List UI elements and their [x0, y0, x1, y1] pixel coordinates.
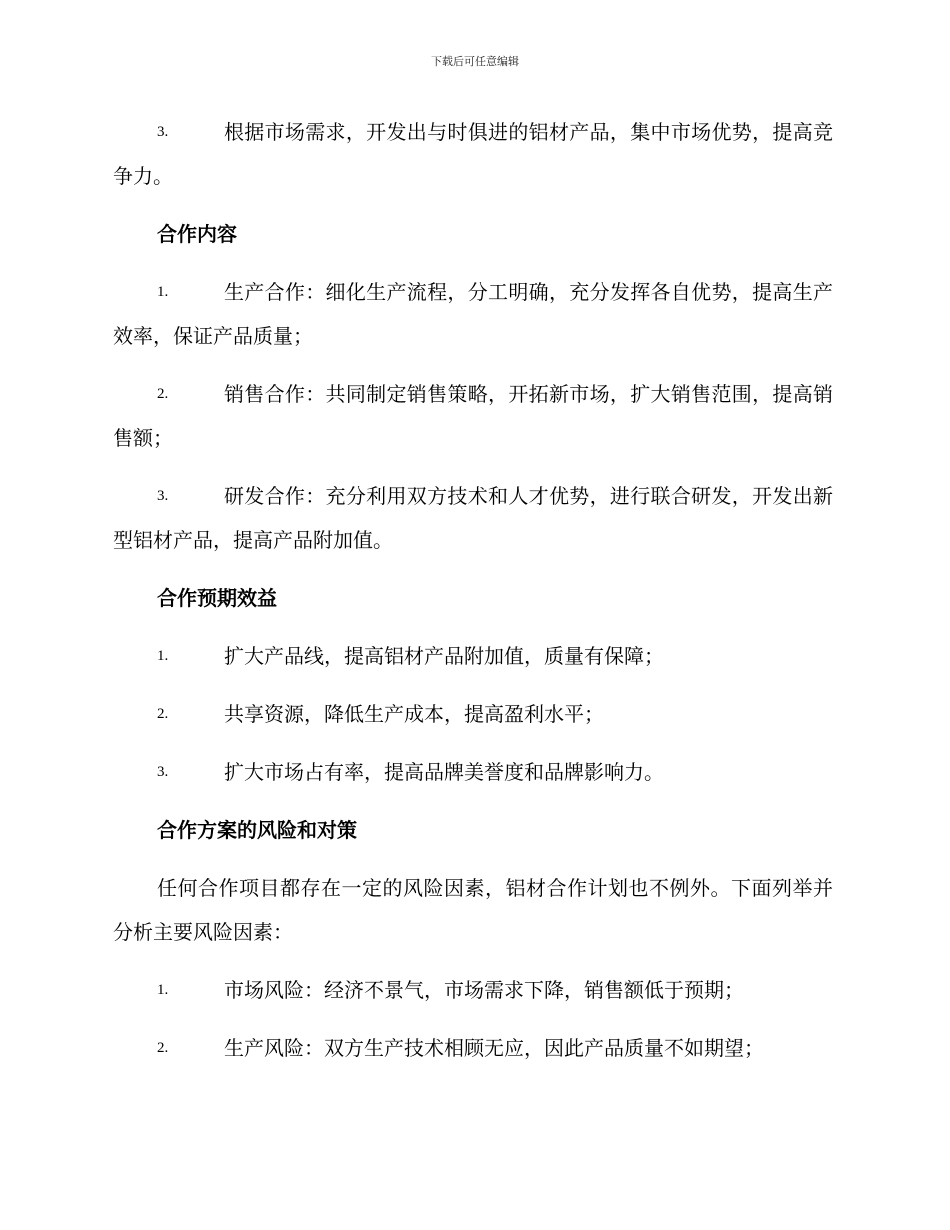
list-item	[113, 110, 833, 198]
list-text: 生产合作：细化生产流程，分工明确，充分发挥各自优势，提高生产效率，保证产品质量；	[113, 280, 833, 348]
list-text: 根据市场需求，开发出与时俱进的铝材产品，集中市场优势，提高竞争力。	[113, 120, 833, 188]
list-text: 扩大产品线，提高铝材产品附加值，质量有保障；	[224, 644, 664, 668]
list-item	[113, 692, 833, 736]
list-item	[113, 474, 833, 562]
document-body	[113, 110, 833, 1070]
section-heading-benefits: 合作预期效益	[157, 586, 277, 610]
list-item	[113, 270, 833, 358]
list-number: 3.	[157, 124, 169, 140]
list-text: 市场风险：经济不景气，市场需求下降，销售额低于预期；	[224, 978, 744, 1002]
list-number: 2.	[157, 1040, 169, 1056]
list-number: 2.	[157, 706, 169, 722]
list-text: 生产风险：双方生产技术相顾无应，因此产品质量不如期望；	[224, 1036, 764, 1060]
list-number: 1.	[157, 982, 169, 998]
list-text: 扩大市场占有率，提高品牌美誉度和品牌影响力。	[224, 760, 664, 784]
list-number: 2.	[157, 386, 169, 402]
risk-intro-paragraph: 任何合作项目都存在一定的风险因素，铝材合作计划也不例外。下面列举并分析主要风险因素：	[113, 876, 833, 944]
section-heading-content: 合作内容	[157, 222, 237, 246]
list-item	[113, 1026, 833, 1070]
list-text: 共享资源，降低生产成本，提高盈利水平；	[224, 702, 604, 726]
list-item	[113, 968, 833, 1012]
list-item	[113, 634, 833, 678]
list-number: 1.	[157, 284, 169, 300]
list-item	[113, 372, 833, 460]
list-text: 销售合作：共同制定销售策略，开拓新市场，扩大销售范围，提高销售额；	[113, 382, 833, 450]
list-number: 3.	[157, 764, 169, 780]
list-item	[113, 750, 833, 794]
list-number: 1.	[157, 648, 169, 664]
page-header: 下载后可任意编辑	[431, 55, 519, 68]
list-text: 研发合作：充分利用双方技术和人才优势，进行联合研发，开发出新型铝材产品，提高产品附加值。	[113, 484, 833, 552]
section-heading-risks: 合作方案的风险和对策	[157, 818, 357, 842]
list-number: 3.	[157, 488, 169, 504]
